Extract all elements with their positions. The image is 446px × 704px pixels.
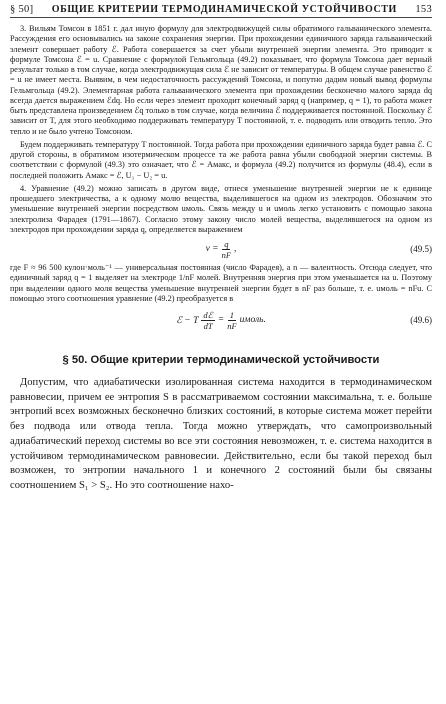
page-number: 153 [415,4,432,15]
header-rule [10,17,432,18]
formula-tail: , [234,244,237,254]
formula-lhs: ν = [205,244,219,254]
formula-fraction [222,239,231,260]
formula-lhs: ℰ − T [176,315,199,326]
formula-equals: = [217,315,225,325]
paragraph-constant-temperature: Будем поддерживать температуру T постоянной. Тогда работа при прохождении единичного заряда будет равна ℰ. С другой стороны, в обратимом изотермическом процессе та же работа равна убыли свободной энергии системы. В соответствии с формулой (49.3) это означает, что ℰ = Aмакс, и формула (49.2) получится из формулы (48.4), если в последней положить Aмакс = ℰ, U₁ − U₂ = u. [10,139,432,180]
paragraph-stability: Допустим, что адиабатически изолированная система находится в термодинамическом равновесии, причем ее энтропия S в рассматриваемом состоянии максимальна, т. е. больше энтропий всех возможных бесконечно близких состояний, в которые система может перейти без подвода или отвода тепла. Тогда можно утверждать, что самопроизвольный адиабатический переход системы во все эти состояния невозможен, т. е. система находится в устойчивом термодинамическом равновесии. Действительно, если бы такой переход был возможен, то энтропии начального 1 и конечного 2 состояний были бы связаны соотношением S₁ > S₂. Но это соотношение нахо- [10,377,432,491]
formula-fraction [227,310,236,331]
running-header [10,4,432,15]
formula-49-5 [10,235,432,263]
equation-number: (49.5) [410,244,432,254]
fraction-numerator: q [224,238,229,249]
formula-49-6 [10,304,432,336]
paragraph-faraday: 4. Уравнение (49.2) можно записать в другом виде, отнеся уменьшение внутренней энергии не к единице прошедшего электричества, а к одному молю вещества, выделившегося на одном из электродов. Обозначим это уменьшение внутренней энергии посредством uмоль. Связь между u и uмоль легко установить с помощью закона электролиза Фарадея (1791—1867). Согласно этому закону число молей вещества, выделившегося на одном из электродов при прохождении заряда q, определяется выражением [10,183,432,234]
fraction-numerator: 1 [229,309,235,320]
derivative-numerator: dℰ [203,309,213,320]
section-heading: § 50. Общие критерии термодинамической устойчивости [62,354,380,366]
derivative-denominator: dT [203,320,213,331]
fraction-denominator: nF [221,249,232,260]
equation-number: (49.6) [410,315,432,325]
derivative-fraction [201,310,214,331]
formula-tail: uмоль. [239,315,266,325]
section-marker: § 50] [10,4,34,15]
paragraph-thomson: 3. Вильям Томсон в 1851 г. дал иную формулу для электродвижущей силы обратимого гальванического элемента. Рассуждения его основывались на законе сохранения энергии. При прохождении единичного заряда гальванический элемент совершает работу ℰ. Работа совершается за счет убыли внутренней энергии элемента. Это приводит к формуле Томсона ℰ = u. Сравнение с формулой Гельмгольца (49.2) показывает, что формула Томсона дает верный результат только в том случае, когда электродвижущая сила ℰ не зависит от температуры. В общем случае равенство ℰ = u не имеет места. Выявим, в чем недостаточность рассуждений Томсона, и попутно дадим новый вывод формулы Гельмгольца (49.2). Элементарная работа гальванического элемента при прохождении бесконечно малого заряда dq всегда дается выражением ℰdq. Но если через элемент проходит конечный заряд q (например, q = 1), то работа может быть представлена произведением ℰq только в том случае, когда величина ℰ поддерживается постоянной. Поскольку ℰ зависит от T, для этого необходимо поддерживать температуру T постоянной, т. е. подводить или отводить тепло. Это тепло и не было учтено Томсоном. [10,24,432,136]
fraction-denominator: nF [227,320,237,331]
paragraph-faraday-constant: где F ≈ 96 500 кулон·моль⁻¹ — универсальная постоянная (число Фарадея), а n — валентность. Отсюда следует, что единичный заряд q = 1 выделяет на электроде 1/nF молей. Внутренняя энергия при этом уменьшается на u. Поэтому при выделении одного моля вещества уменьшение внутренней энергии будет в nF раз больше, т. е. uмоль = nFu. С помощью этого соотношения уравнение (49.2) преобразуется в [10,263,432,303]
running-title: ОБЩИЕ КРИТЕРИИ ТЕРМОДИНАМИЧЕСКОЙ УСТОЙЧИВОСТИ [51,4,397,15]
